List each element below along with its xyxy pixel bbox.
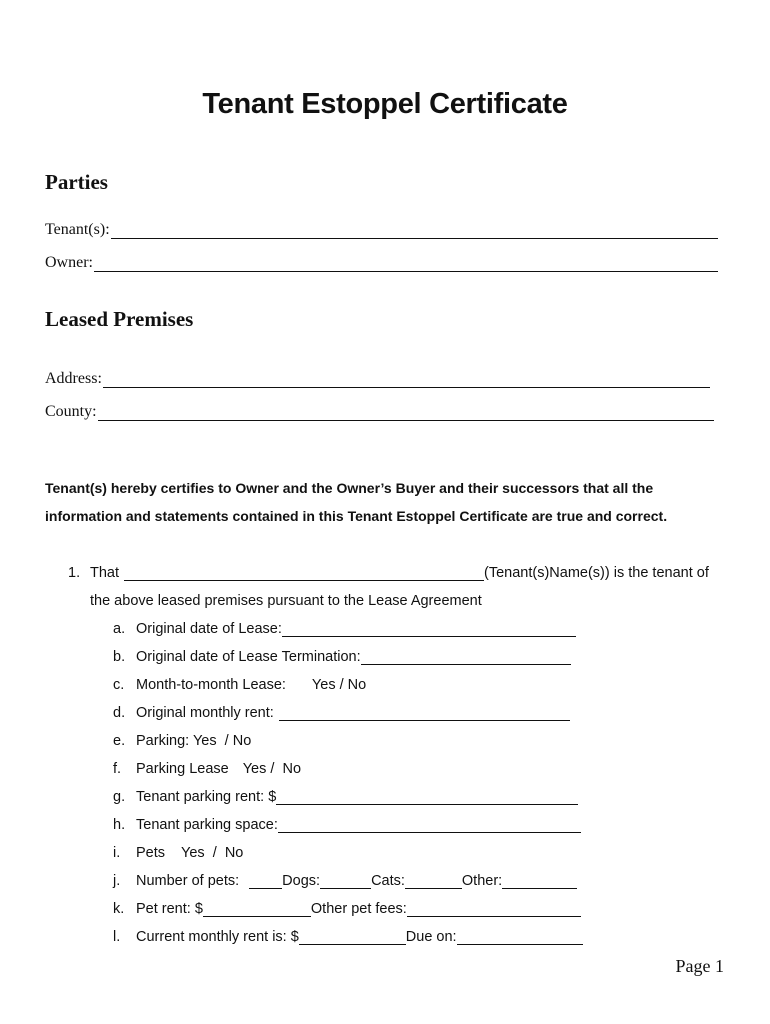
owner-blank[interactable] <box>94 255 718 272</box>
subitem-k <box>113 897 581 917</box>
subitem-c-label: Month-to-month Lease: <box>136 677 286 693</box>
subitem-k-letter: k. <box>113 901 125 917</box>
tenant-label: Tenant(s): <box>45 221 110 238</box>
subitem-h <box>113 813 581 833</box>
subitem-i-label: Pets <box>136 845 166 861</box>
subitem-j-label: Number of pets: <box>136 873 240 889</box>
subitem-a-letter: a. <box>113 621 126 637</box>
parking-choice[interactable]: Parking: Yes / No <box>136 733 252 749</box>
subitem-a-label: Original date of Lease: <box>136 621 282 637</box>
item-1-tenant-text: (Tenant(s)Name(s)) is the tenant of <box>484 565 709 581</box>
subitem-f-label: Parking Lease <box>136 761 229 777</box>
subitem-j <box>113 869 577 889</box>
tenant-blank[interactable] <box>111 222 718 239</box>
address-field[interactable] <box>45 366 710 388</box>
subitem-h-letter: h. <box>113 817 126 833</box>
subitem-e-letter: e. <box>113 733 126 749</box>
county-blank[interactable] <box>98 404 714 421</box>
premises-heading: Leased Premises <box>45 307 194 331</box>
subitem-h-label: Tenant parking space: <box>136 817 278 833</box>
original-lease-date-blank[interactable] <box>282 621 576 637</box>
subitem-i-letter: i. <box>113 845 121 861</box>
certification-statement <box>45 474 735 530</box>
month-to-month-choice[interactable]: Yes / No <box>311 677 367 693</box>
subitem-d-letter: d. <box>113 705 126 721</box>
statement-line-2: information and statements contained in this Tenant Estoppel Certificate are true and correct. <box>45 508 668 524</box>
subitem-e <box>113 729 251 749</box>
document-title: Tenant Estoppel Certificate <box>202 88 568 120</box>
due-on-label: Due on: <box>405 929 457 945</box>
subitem-d <box>113 701 570 721</box>
subitem-b-letter: b. <box>113 649 126 665</box>
termination-date-blank[interactable] <box>361 649 571 665</box>
subitem-f-letter: f. <box>113 761 122 777</box>
owner-label: Owner: <box>45 254 93 271</box>
tenant-name-blank[interactable] <box>124 565 484 581</box>
tenant-field[interactable] <box>45 217 718 239</box>
pet-count-blank[interactable] <box>249 873 282 889</box>
parties-heading: Parties <box>45 170 108 194</box>
subitem-a <box>113 617 576 637</box>
current-rent-blank[interactable] <box>299 929 406 945</box>
subitem-j-letter: j. <box>113 873 121 889</box>
county-label: County: <box>45 403 97 420</box>
subitem-g-letter: g. <box>113 789 126 805</box>
subitem-b <box>113 645 571 665</box>
page-number: Page 1 <box>675 956 724 976</box>
item-1-continuation: the above leased premises pursuant to the Lease Agreement <box>90 593 482 609</box>
item-1-line-1 <box>68 561 709 581</box>
subitem-g-label: Tenant parking rent: $ <box>136 789 277 805</box>
item-1-that: That <box>90 565 120 581</box>
subitem-b-label: Original date of Lease Termination: <box>136 649 361 665</box>
other-pet-fees-blank[interactable] <box>407 901 581 917</box>
item-1-number: 1. <box>68 565 81 581</box>
pets-choice[interactable]: Yes / No <box>181 845 244 861</box>
dogs-blank[interactable] <box>320 873 371 889</box>
other-pets-blank[interactable] <box>502 873 577 889</box>
due-on-blank[interactable] <box>457 929 583 945</box>
subitem-c-letter: c. <box>113 677 125 693</box>
cats-label: Cats: <box>371 873 405 889</box>
subitem-g <box>113 785 578 805</box>
subitem-l-label: Current monthly rent is: $ <box>136 929 299 945</box>
other-pet-fees-label: Other pet fees: <box>310 901 407 917</box>
item-1-line-2 <box>90 589 482 609</box>
subitem-i <box>113 841 243 861</box>
statement-line-1: Tenant(s) hereby certifies to Owner and the Owner’s Buyer and their successors that all the <box>45 480 654 496</box>
subitem-k-label: Pet rent: $ <box>136 901 203 917</box>
parking-lease-choice[interactable]: Yes / No <box>242 761 302 777</box>
subitem-l-letter: l. <box>113 929 121 945</box>
subitem-c <box>113 673 366 693</box>
address-label: Address: <box>45 370 102 387</box>
owner-field[interactable] <box>45 250 718 272</box>
subitem-l <box>113 925 583 945</box>
subitem-f <box>113 757 301 777</box>
cats-blank[interactable] <box>405 873 462 889</box>
other-label: Other: <box>461 873 503 889</box>
original-rent-blank[interactable] <box>279 705 570 721</box>
parking-space-blank[interactable] <box>278 817 581 833</box>
address-blank[interactable] <box>103 371 710 388</box>
dogs-label: Dogs: <box>282 873 321 889</box>
parking-rent-blank[interactable] <box>276 789 578 805</box>
subitem-d-label: Original monthly rent: <box>136 705 274 721</box>
pet-rent-blank[interactable] <box>203 901 311 917</box>
county-field[interactable] <box>45 399 714 421</box>
